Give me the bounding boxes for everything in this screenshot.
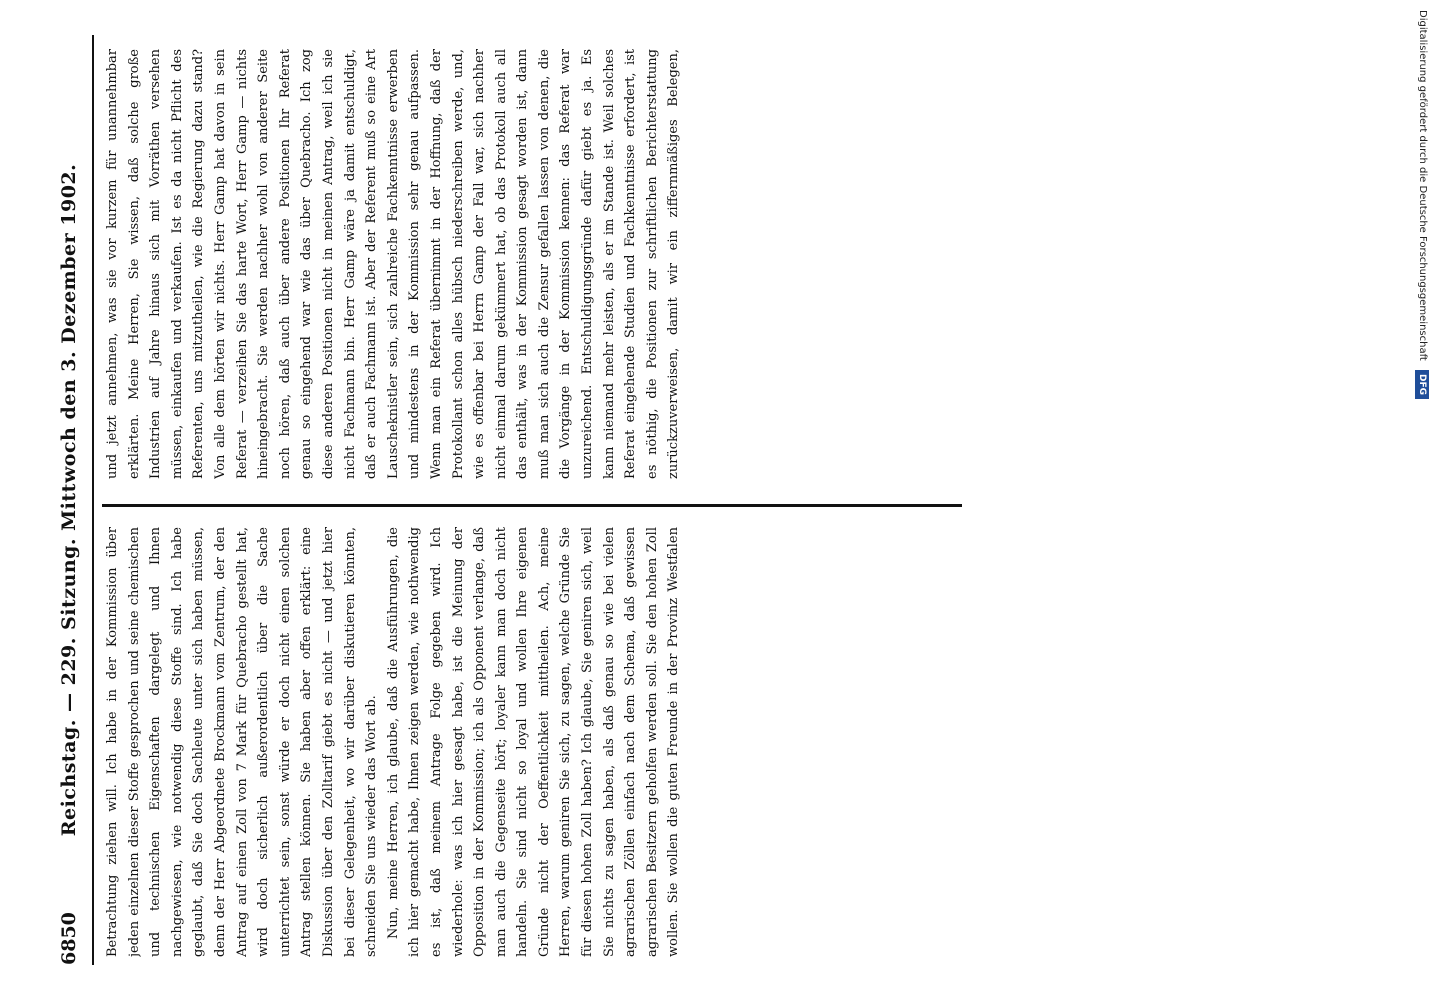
left-paragraph: Betrachtung ziehen will. Ich habe in der Kommission über jeden einzelnen dieser Stoffe gesprochen und seine chemischen und technischen Eigenschaften dargelegt und Ihnen nachgewiesen, wie notwendig diese Stoffe sind. Ich habe geglaubt, daß Sie doch Sachleute unter sich haben müssen, denn der Herr Abgeordnete Brockmann vom Zentrum, der den Antrag auf einen Zoll von 7 Mark für Quebracho gestellt hat, wird doch sicherlich außerordentlich über die Sache unterrichtet sein, sonst würde er doch nicht einen solchen Antrag stellen können. Sie haben aber offen erklärt: eine Diskussion über den Zolltarif giebt es nicht — und jetzt hier bei dieser Gelegenheit, wo wir darüber diskutieren könnten, schneiden Sie uns wieder das Wort ab. — [105, 527, 380, 957]
right-paragraph: und jetzt annehmen, was sie vor kurzem für unannehmbar erklärten. Meine Herren, Sie wissen, daß solche große Industrien auf Jahre hinaus sich mit Vorräthen versehen müssen, einkaufen und verkaufen. Ist es da nicht Pflicht des Referenten, uns mitzutheilen, wie die Regierung dazu stand? Von alle dem hörten wir nichts. Herr Gamp hat davon in sein Referat — verzeihen Sie das harte Wort, Herr Gamp — nichts hineingebracht. Sie werden nachher wohl von anderer Seite noch hören, daß auch über andere Positionen Ihr Referat genau so eingehend war wie das über Quebracho. Ich zog diese anderen Positionen nicht in meinen Antrag, weil ich sie nicht Fachmann bin. Herr Gamp wäre ja damit entschuldigt, daß er auch Fachmann ist. Aber der Referent muß so eine Art Lauscheknistler sein, sich zahlreiche Fachkenntnisse erwerben und mindestens in der Kommission sehr genau aufpassen. Wenn man ein Referat übernimmt in der Hoffnung, daß der Protokollant schon alles hübsch niederschreiben werde, und, wie es offenbar bei Herrn Gamp der Fall war, sich nachher nicht einmal darum gekümmert hat, ob das Protokoll auch all das enthält, was in der Kommission gesagt worden ist, dann muß man sich auch die Zensur gefallen lassen von denen, die die Vorgänge in der Kommission kennen: das Referat war unzureichend. Entschuldigungsgründe dafür giebt es ja. Es kann niemand mehr leisten, als er im Stande ist. Weil solches Referat eingehende Studien und Fachkenntnisse erfordert, ist es nöthig, die Positionen zur schriftlichen Berichterstattung zurückzuverweisen, damit wir ein ziffernmäßiges Belegen, — [105, 49, 682, 479]
column-divider — [102, 504, 962, 507]
page-number: 6850 — [58, 912, 80, 965]
left-column — [102, 527, 682, 957]
digitization-note-text: Digitalisierung gefördert durch die Deutsche Forschungsgemeinschaft — [1417, 10, 1428, 361]
running-title: Reichstag. — 229. Sitzung. Mittwoch den 3. Dezember 1902. — [58, 163, 80, 837]
header-rule — [92, 35, 94, 965]
left-paragraph: Nun, meine Herren, ich glaube, daß die Ausführungen, die ich hier gemacht habe, Ihnen zeigen werden, wie nothwendig es ist, daß meinem Antrage Folge gegeben wird. Ich wiederhole: was ich hier gesagt habe, ist die Meinung der Opposition in der Kommission; ich als Opponent verlange, daß man auch die Gegenseite hört; loyaler kann man doch nicht handeln. Sie sind nicht so loyal und wollen Ihre eigenen Gründe nicht der Oeffentlichkeit mittheilen. Ach, meine Herren, warum geniren Sie sich, zu sagen, welche Gründe Sie für diesen hohen Zoll haben? Ich glaube, Sie geniren sich, weil Sie nichts zu sagen haben, als daß genau so wie bei vielen agrarischen Zöllen einfach nach dem Schema, daß gewissen agrarischen Besitzern geholfen werden soll. Sie den hohen Zoll wollen. Sie wollen die guten Freunde in der Provinz Westfalen — [385, 527, 682, 957]
dfg-logo: DFG — [1415, 370, 1429, 399]
digitization-note — [1414, 10, 1430, 990]
document-page — [52, 35, 1412, 965]
page-header — [52, 35, 92, 965]
right-column — [102, 49, 682, 479]
